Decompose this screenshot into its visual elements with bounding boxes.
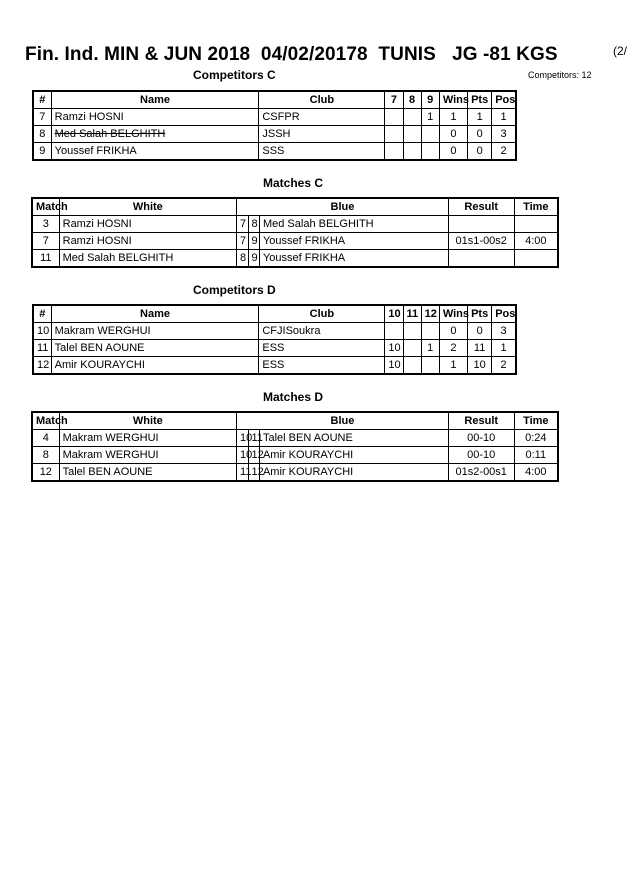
wins-cell: 0 <box>439 323 467 340</box>
matches-c-table <box>31 197 559 268</box>
pts-cell: 10 <box>468 357 492 375</box>
pos-cell: 1 <box>492 109 516 126</box>
competitors-d-title: Competitors D <box>193 283 276 297</box>
match-result <box>448 216 514 233</box>
table-row <box>33 143 516 161</box>
blue-number: 12 <box>248 464 259 482</box>
match-time <box>514 216 558 233</box>
match-num: 8 <box>32 447 59 464</box>
wins-cell: 1 <box>439 109 467 126</box>
match-num: 4 <box>32 430 59 447</box>
score-cell <box>421 143 439 161</box>
col-header-result: Result <box>448 412 514 430</box>
score-cell: 10 <box>385 340 403 357</box>
col-header-white: White <box>59 198 236 216</box>
match-time: 4:00 <box>514 233 558 250</box>
col-header-score-3: 12 <box>421 305 439 323</box>
col-header-score-1: 10 <box>385 305 403 323</box>
table-header-row <box>33 91 516 109</box>
competitor-name: Talel BEN AOUNE <box>51 340 259 357</box>
score-cell <box>403 323 421 340</box>
table-row <box>33 109 516 126</box>
page-title: Fin. Ind. MIN & JUN 2018 04/02/20178 TUNIS JG -81 KGS <box>25 44 558 65</box>
blue-competitor: Amir KOURAYCHI <box>259 464 448 482</box>
competitor-club: ESS <box>259 340 385 357</box>
score-cell <box>403 143 421 161</box>
competitor-num: 10 <box>33 323 51 340</box>
competitors-c-title: Competitors C <box>193 68 276 82</box>
pts-cell: 1 <box>468 109 492 126</box>
white-number: 7 <box>237 233 248 250</box>
blue-number: 11 <box>248 430 259 447</box>
competitor-num: 12 <box>33 357 51 375</box>
competitor-club: ESS <box>259 357 385 375</box>
blue-competitor: Amir KOURAYCHI <box>259 447 448 464</box>
match-time: 0:11 <box>514 447 558 464</box>
matches-d-table <box>31 411 559 482</box>
matches-c-title: Matches C <box>263 176 324 190</box>
col-header-club: Club <box>259 91 385 109</box>
score-cell <box>385 109 403 126</box>
white-number: 10 <box>237 447 248 464</box>
score-cell <box>385 126 403 143</box>
table-row <box>32 430 558 447</box>
wins-cell: 1 <box>439 357 467 375</box>
col-header-time: Time <box>514 198 558 216</box>
col-header-wins: Wins <box>439 305 467 323</box>
score-cell: 1 <box>421 109 439 126</box>
score-cell: 10 <box>385 357 403 375</box>
table-row <box>33 126 516 143</box>
matches-d-title: Matches D <box>263 390 324 404</box>
white-competitor: Ramzi HOSNI <box>59 216 236 233</box>
blue-competitor: Youssef FRIKHA <box>259 233 448 250</box>
competitor-num: 7 <box>33 109 51 126</box>
col-header-name: Name <box>51 91 259 109</box>
competitor-num: 8 <box>33 126 51 143</box>
white-number: 7 <box>237 216 248 233</box>
pos-cell: 3 <box>492 126 516 143</box>
blue-number: 9 <box>248 250 259 268</box>
competitor-name: Youssef FRIKHA <box>51 143 259 161</box>
table-row <box>32 233 558 250</box>
col-header-time: Time <box>514 412 558 430</box>
competitor-name: Makram WERGHUI <box>51 323 259 340</box>
pos-cell: 2 <box>492 357 516 375</box>
score-cell <box>421 357 439 375</box>
table-row <box>32 464 558 482</box>
white-competitor: Makram WERGHUI <box>59 447 236 464</box>
pts-cell: 0 <box>468 126 492 143</box>
col-header-pts: Pts <box>468 91 492 109</box>
table-header-row <box>33 305 516 323</box>
col-header-match: Match <box>32 198 59 216</box>
match-result: 01s2-00s1 <box>448 464 514 482</box>
score-cell <box>403 357 421 375</box>
score-cell <box>403 340 421 357</box>
score-cell <box>403 126 421 143</box>
blue-competitor: Med Salah BELGHITH <box>259 216 448 233</box>
competitor-club: CSFPR <box>259 109 385 126</box>
col-header-num: # <box>33 91 51 109</box>
white-number: 8 <box>237 250 248 268</box>
col-header-blue: Blue <box>237 198 449 216</box>
competitor-club: SSS <box>259 143 385 161</box>
white-competitor: Talel BEN AOUNE <box>59 464 236 482</box>
col-header-pos: Pos <box>492 91 516 109</box>
white-competitor: Med Salah BELGHITH <box>59 250 236 268</box>
competitors-count: Competitors: 12 <box>528 70 592 80</box>
competitor-name: Med Salah BELGHITH <box>51 126 259 143</box>
pts-cell: 11 <box>468 340 492 357</box>
col-header-name: Name <box>51 305 259 323</box>
blue-competitor: Youssef FRIKHA <box>259 250 448 268</box>
col-header-white: White <box>59 412 236 430</box>
match-time <box>514 250 558 268</box>
col-header-club: Club <box>259 305 385 323</box>
score-cell <box>385 143 403 161</box>
match-time: 4:00 <box>514 464 558 482</box>
match-num: 3 <box>32 216 59 233</box>
match-result: 01s1-00s2 <box>448 233 514 250</box>
page-number: (2/ <box>613 44 628 58</box>
table-row <box>33 323 516 340</box>
white-number: 10 <box>237 430 248 447</box>
col-header-pos: Pos <box>492 305 516 323</box>
col-header-score-2: 11 <box>403 305 421 323</box>
blue-number: 12 <box>248 447 259 464</box>
pts-cell: 0 <box>468 143 492 161</box>
wins-cell: 2 <box>439 340 467 357</box>
competitor-name: Amir KOURAYCHI <box>51 357 259 375</box>
blue-number: 9 <box>248 233 259 250</box>
col-header-match: Match <box>32 412 59 430</box>
match-result <box>448 250 514 268</box>
competitor-club: JSSH <box>259 126 385 143</box>
table-header-row <box>32 412 558 430</box>
col-header-score-1: 7 <box>385 91 403 109</box>
table-row <box>32 216 558 233</box>
col-header-score-2: 8 <box>403 91 421 109</box>
score-cell <box>421 323 439 340</box>
pts-cell: 0 <box>468 323 492 340</box>
score-cell <box>403 109 421 126</box>
table-row <box>33 357 516 375</box>
match-result: 00-10 <box>448 430 514 447</box>
wins-cell: 0 <box>439 126 467 143</box>
blue-competitor: Talel BEN AOUNE <box>259 430 448 447</box>
competitor-name: Ramzi HOSNI <box>51 109 259 126</box>
col-header-pts: Pts <box>468 305 492 323</box>
match-num: 12 <box>32 464 59 482</box>
pos-cell: 3 <box>492 323 516 340</box>
wins-cell: 0 <box>439 143 467 161</box>
col-header-blue: Blue <box>237 412 449 430</box>
score-cell: 1 <box>421 340 439 357</box>
white-number: 11 <box>237 464 248 482</box>
col-header-score-3: 9 <box>421 91 439 109</box>
pos-cell: 1 <box>492 340 516 357</box>
score-cell <box>385 323 403 340</box>
competitors-c-table <box>32 90 517 161</box>
competitor-num: 9 <box>33 143 51 161</box>
col-header-result: Result <box>448 198 514 216</box>
match-num: 7 <box>32 233 59 250</box>
col-header-num: # <box>33 305 51 323</box>
table-header-row <box>32 198 558 216</box>
table-row <box>32 447 558 464</box>
match-num: 11 <box>32 250 59 268</box>
match-result: 00-10 <box>448 447 514 464</box>
pos-cell: 2 <box>492 143 516 161</box>
table-row <box>32 250 558 268</box>
blue-number: 8 <box>248 216 259 233</box>
white-competitor: Makram WERGHUI <box>59 430 236 447</box>
competitor-num: 11 <box>33 340 51 357</box>
competitor-club: CFJISoukra <box>259 323 385 340</box>
match-time: 0:24 <box>514 430 558 447</box>
score-cell <box>421 126 439 143</box>
col-header-wins: Wins <box>439 91 467 109</box>
white-competitor: Ramzi HOSNI <box>59 233 236 250</box>
competitors-d-table <box>32 304 517 375</box>
table-row <box>33 340 516 357</box>
